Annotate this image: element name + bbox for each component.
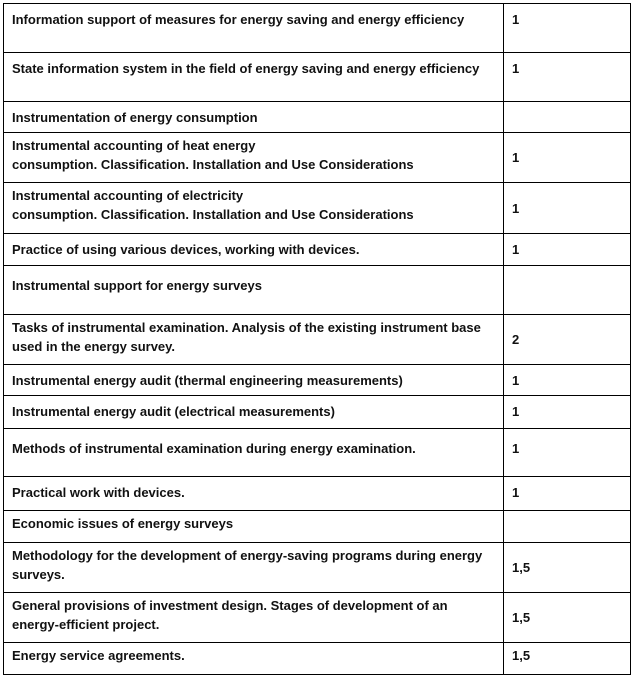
section-heading-cell <box>4 511 504 543</box>
table-row <box>4 429 631 477</box>
hours-cell <box>504 543 631 593</box>
hours-cell <box>504 53 631 102</box>
hours-text: 2 <box>512 332 520 347</box>
table-row section-heading-row <box>4 511 631 543</box>
topic-cell <box>4 183 504 234</box>
topic-text: Information support of measures for energy saving and energy efficiency <box>12 12 465 27</box>
topic-text: Methodology for the development of energy-saving programs during energy surveys. <box>12 548 483 582</box>
topic-text: Instrumental accounting of electricity consumption. Classification. Installation and Use Considerations <box>12 188 414 222</box>
topic-cell <box>4 234 504 266</box>
hours-cell <box>504 315 631 365</box>
hours-cell <box>504 234 631 266</box>
table-row <box>4 133 631 183</box>
topic-text: General provisions of investment design. Stages of development of an energy-efficient project. <box>12 598 448 632</box>
hours-text: 1 <box>512 485 520 500</box>
hours-text: 1,5 <box>512 560 531 575</box>
topic-cell <box>4 593 504 643</box>
topic-text: Instrumental accounting of heat energy consumption. Classification. Installation and Use Considerations <box>12 138 414 172</box>
topic-cell <box>4 477 504 511</box>
hours-text <box>512 102 622 108</box>
section-heading-cell <box>4 266 504 315</box>
hours-text: 1 <box>512 373 520 388</box>
hours-text: 1 <box>512 200 520 216</box>
hours-text <box>512 266 622 272</box>
hours-text: 1,5 <box>512 648 531 663</box>
topic-cell <box>4 643 504 675</box>
hours-cell <box>504 266 631 315</box>
topic-cell <box>4 53 504 102</box>
table-row <box>4 543 631 593</box>
table-row <box>4 315 631 365</box>
hours-cell <box>504 4 631 53</box>
table-row <box>4 53 631 102</box>
table-row section-heading-row <box>4 102 631 133</box>
topic-text: Instrumental energy audit (thermal engineering measurements) <box>12 373 403 388</box>
hours-text: 1 <box>512 242 520 257</box>
table-row <box>4 396 631 429</box>
topic-text: Methods of instrumental examination during energy examination. <box>12 441 416 456</box>
topic-cell <box>4 133 504 183</box>
table-row <box>4 183 631 234</box>
table-row <box>4 234 631 266</box>
topic-text: Tasks of instrumental examination. Analysis of the existing instrument base used in the energy survey. <box>12 320 481 354</box>
hours-text: 1 <box>512 441 520 456</box>
topic-text: State information system in the field of energy saving and energy efficiency <box>12 61 480 76</box>
hours-cell <box>504 183 631 234</box>
section-heading-text: Instrumentation of energy consumption <box>12 110 258 125</box>
section-heading-text: Economic issues of energy surveys <box>12 516 234 531</box>
topic-cell <box>4 396 504 429</box>
hours-text: 1 <box>512 404 520 419</box>
table-row <box>4 477 631 511</box>
hours-text: 1,5 <box>512 610 531 625</box>
hours-text: 1 <box>512 61 520 76</box>
table-row section-heading-row <box>4 266 631 315</box>
hours-cell <box>504 593 631 643</box>
topic-cell <box>4 315 504 365</box>
hours-cell <box>504 396 631 429</box>
hours-cell <box>504 365 631 396</box>
hours-cell <box>504 429 631 477</box>
topic-text: Practical work with devices. <box>12 485 185 500</box>
topic-cell <box>4 543 504 593</box>
hours-cell <box>504 643 631 675</box>
hours-cell <box>504 133 631 183</box>
section-heading-text: Instrumental support for energy surveys <box>12 278 262 293</box>
table-row <box>4 4 631 53</box>
hours-cell <box>504 511 631 543</box>
topic-text: Energy service agreements. <box>12 648 185 663</box>
topic-cell <box>4 429 504 477</box>
hours-text <box>512 511 622 517</box>
hours-text: 1 <box>512 150 520 165</box>
hours-text: 1 <box>512 12 520 27</box>
table-row <box>4 365 631 396</box>
topic-cell <box>4 365 504 396</box>
topic-text: Practice of using various devices, working with devices. <box>12 242 360 257</box>
table-row <box>4 643 631 675</box>
curriculum-table <box>3 3 631 675</box>
hours-cell <box>504 477 631 511</box>
topic-cell <box>4 4 504 53</box>
hours-cell <box>504 102 631 133</box>
section-heading-cell <box>4 102 504 133</box>
topic-text: Instrumental energy audit (electrical measurements) <box>12 404 335 419</box>
table-row <box>4 593 631 643</box>
